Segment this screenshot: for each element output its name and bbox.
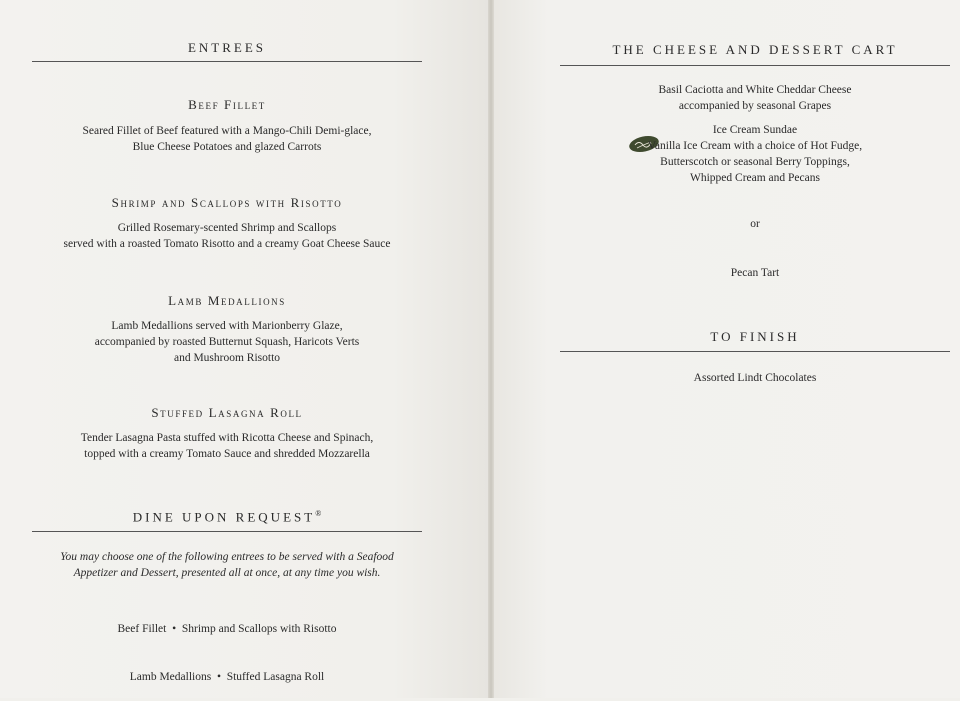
desc-line: served with a roasted Tomato Risotto and a creamy Goat Cheese Sauce: [63, 238, 391, 250]
desc-line: and Mushroom Risotto: [173, 352, 281, 364]
to-finish-heading: TO FINISH: [710, 329, 800, 344]
cart-rule: [560, 65, 950, 66]
desc-line: Tender Lasagna Pasta stuffed with Ricotta Cheese and Spinach,: [80, 432, 374, 444]
note-line: Appetizer and Dessert, presented all at once, at any time you wish.: [73, 567, 381, 579]
dish-title-beef-fillet: Beef Fillet: [188, 97, 266, 112]
desc-line: Lamb Medallions served with Marionberry Glaze,: [111, 320, 343, 332]
desc-line: Blue Cheese Potatoes and glazed Carrots: [132, 141, 322, 153]
cheese-line: Basil Caciotta and White Cheddar Cheese: [658, 84, 852, 96]
dine-upon-request-heading: [32, 509, 422, 525]
sundae-line: Whipped Cream and Pecans: [690, 172, 820, 184]
sundae-line: Butterscotch or seasonal Berry Toppings,: [660, 156, 850, 168]
dish-title-stuffed-lasagna: Stuffed Lasagna Roll: [151, 405, 303, 420]
cheese-item: [560, 82, 950, 114]
book-spine: [488, 0, 494, 698]
cheese-dessert-cart-heading: THE CHEESE AND DESSERT CART: [612, 42, 898, 57]
finish-item: Assorted Lindt Chocolates: [693, 372, 817, 384]
registered-mark: ®: [315, 509, 322, 518]
finish-rule: [560, 351, 950, 352]
option-line: Lamb Medallions • Stuffed Lasagna Roll: [129, 671, 325, 683]
dish-title-lamb-medallions: Lamb Medallions: [168, 293, 286, 308]
note-line: You may choose one of the following entrees to be served with a Seafood: [60, 551, 394, 563]
cheese-line: accompanied by seasonal Grapes: [678, 100, 832, 112]
dine-rule: [32, 531, 422, 532]
sundae-desc: [600, 138, 910, 186]
dish-desc-stuffed-lasagna: [32, 430, 422, 462]
entrees-heading: ENTREES: [187, 40, 267, 55]
dine-heading-text: DINE UPON REQUEST: [132, 509, 316, 525]
sundae-title: Ice Cream Sundae: [712, 124, 798, 136]
entrees-rule: [32, 61, 422, 62]
dish-desc-shrimp-scallops: [32, 220, 422, 252]
desc-line: accompanied by roasted Butternut Squash, Haricots Verts: [94, 336, 360, 348]
desc-line: Grilled Rosemary-scented Shrimp and Scallops: [117, 222, 337, 234]
dine-note: [32, 549, 422, 581]
dine-options: [32, 589, 422, 701]
or-separator: or: [750, 218, 760, 230]
pecan-tart: Pecan Tart: [730, 267, 780, 279]
dish-title-shrimp-scallops: Shrimp and Scallops with Risotto: [111, 195, 343, 210]
option-line: Beef Fillet • Shrimp and Scallops with Risotto: [117, 623, 337, 635]
dish-desc-beef-fillet: [32, 123, 422, 155]
sundae-line: Vanilla Ice Cream with a choice of Hot Fudge,: [647, 140, 863, 152]
desc-line: Seared Fillet of Beef featured with a Mango-Chili Demi-glace,: [82, 125, 372, 137]
dish-desc-lamb-medallions: [32, 318, 422, 366]
desc-line: topped with a creamy Tomato Sauce and shredded Mozzarella: [84, 448, 370, 460]
